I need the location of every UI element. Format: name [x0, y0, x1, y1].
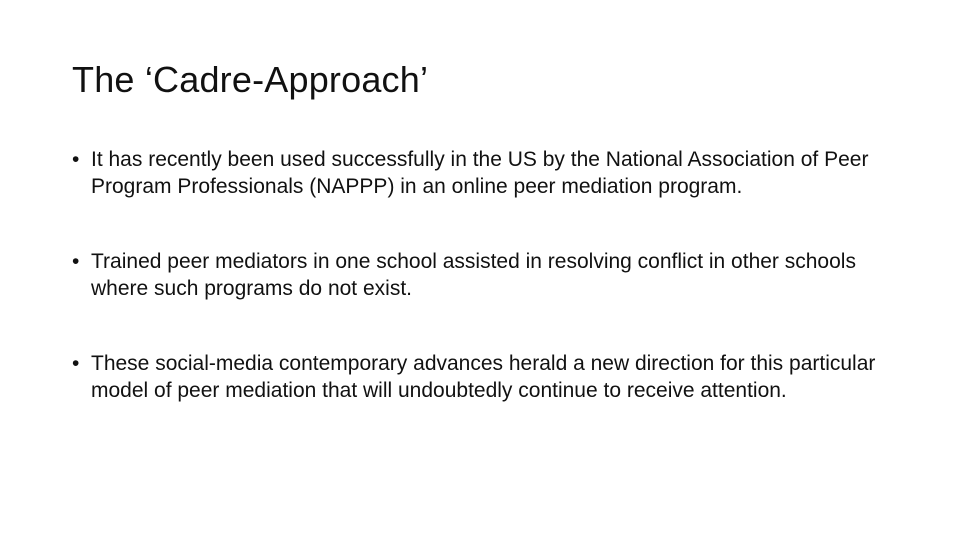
bullet-icon: •	[72, 352, 80, 375]
bullet-item	[72, 248, 892, 302]
bullet-text: It has recently been used successfully in the US by the National Association of Peer Program Professionals (NAPPP) in an online peer mediation program.	[91, 148, 869, 198]
bullet-text: These social-media contemporary advances herald a new direction for this particular model of peer mediation that will undoubtedly continue to receive attention.	[91, 352, 876, 402]
bullet-item	[72, 350, 892, 404]
bullet-text: Trained peer mediators in one school assisted in resolving conflict in other schools where such programs do not exist.	[91, 250, 856, 300]
bullet-list	[72, 146, 892, 452]
bullet-icon: •	[72, 250, 80, 273]
bullet-item	[72, 146, 892, 200]
bullet-icon: •	[72, 148, 80, 171]
slide-title: The ‘Cadre-Approach’	[72, 59, 429, 100]
